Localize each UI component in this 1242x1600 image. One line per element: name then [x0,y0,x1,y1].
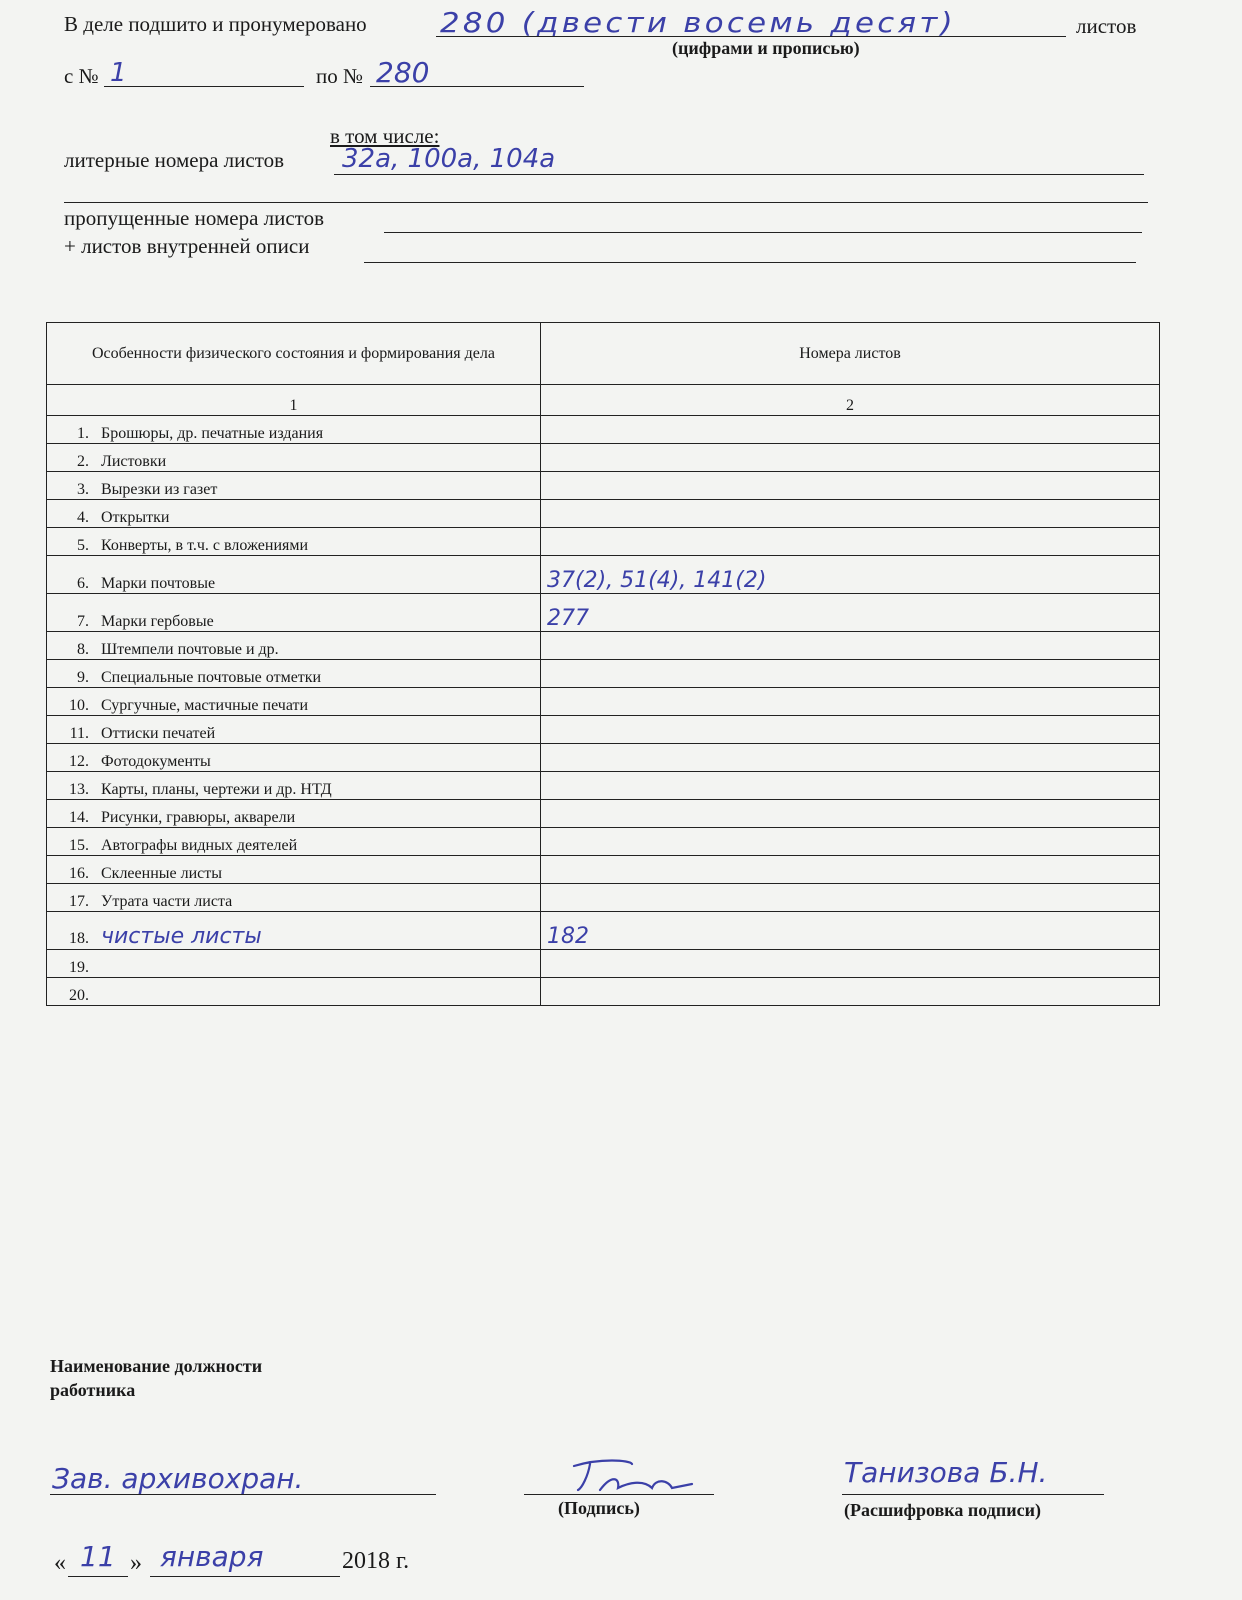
row-label: Открытки [101,508,170,526]
filed-pages-label [64,12,367,37]
row-sheet-numbers [541,716,1160,744]
col1-header: Особенности физического состояния и формирования дела [47,323,541,385]
table-row [47,744,1160,772]
table-row [47,594,1160,632]
row-sheet-numbers-value: 277 [547,606,589,632]
decode-line [842,1494,1104,1495]
row-sheet-numbers [541,688,1160,716]
inner-inventory-label: + листов внутренней описи [64,234,310,258]
table-row [47,443,1160,471]
row-label: Конверты, в т.ч. с вложениями [101,536,309,554]
table-row [47,772,1160,800]
row-sheet-numbers [541,911,1160,949]
from-label: с № [64,64,99,88]
row-label-cell [47,883,541,911]
row-number: 3. [77,480,89,498]
date-day-line [68,1576,128,1577]
row-label-cell [47,471,541,499]
table-row [47,950,1160,978]
from-line [104,86,304,87]
missing-numbers-label: пропущенные номера листов [64,206,324,230]
letter-numbers-line [334,174,1144,175]
row-label-cell [47,594,541,632]
table-row [47,632,1160,660]
row-label-cell [47,950,541,978]
filed-pages-hint: (цифрами и прописью) [672,38,860,58]
row-sheet-numbers [541,632,1160,660]
row-number: 7. [77,613,89,631]
row-label-cell [47,827,541,855]
row-number: 18. [69,930,89,948]
row-label: Брошюры, др. печатные издания [101,424,324,442]
missing-numbers-line [384,232,1142,233]
row-label: Марки почтовые [101,575,216,593]
table-row [47,855,1160,883]
row-label-cell [47,632,541,660]
row-number: 6. [77,575,89,593]
row-sheet-numbers [541,978,1160,1006]
table-row [47,499,1160,527]
row-number: 10. [69,697,89,715]
position-value: Зав. архивохран. [52,1462,304,1495]
row-sheet-numbers [541,416,1160,444]
row-label: Оттиски печатей [101,725,216,743]
table-row [47,911,1160,949]
table-row [47,527,1160,555]
row-number: 2. [77,452,89,470]
decode-hint: (Расшифровка подписи) [844,1500,1041,1520]
filed-pages-handwritten: 280 (двести восемь десят) [440,6,956,39]
row-sheet-numbers [541,950,1160,978]
to-label: по № [316,64,364,88]
row-label-cell [47,772,541,800]
row-sheet-numbers-value: 37(2), 51(4), 141(2) [547,568,767,594]
filed-pages-suffix: листов [1076,14,1137,38]
row-sheet-numbers-value: 182 [547,924,589,950]
table-row [47,978,1160,1006]
row-label-cell [47,911,541,949]
row-label: Карты, планы, чертежи и др. НТД [101,780,332,798]
date-month: января [160,1540,264,1573]
row-number: 13. [69,780,89,798]
row-number: 12. [69,753,89,771]
row-label-cell [47,855,541,883]
row-label: Склеенные листы [101,864,222,882]
table-row [47,688,1160,716]
row-sheet-numbers [541,855,1160,883]
row-label: Листовки [101,452,167,470]
from-value: 1 [110,58,127,88]
row-label: Автографы видных деятелей [101,836,298,854]
row-sheet-numbers [541,594,1160,632]
row-number: 4. [77,508,89,526]
date-year: 2018 г. [342,1548,410,1574]
table-row [47,799,1160,827]
signature-line [524,1494,714,1495]
row-sheet-numbers [541,883,1160,911]
inner-inventory-line [364,262,1136,263]
row-label-cell [47,688,541,716]
row-sheet-numbers [541,499,1160,527]
date-day: 11 [80,1540,116,1573]
row-number: 1. [77,424,89,442]
row-number: 15. [69,836,89,854]
row-number: 8. [77,641,89,659]
date-month-line [150,1576,340,1577]
row-number: 16. [69,864,89,882]
table-row [47,883,1160,911]
row-number: 5. [77,536,89,554]
row-label: Фотодокументы [101,753,211,771]
row-sheet-numbers [541,555,1160,593]
table-row [47,660,1160,688]
table-row [47,555,1160,593]
letter-numbers-value: 32а, 100а, 104а [342,144,556,174]
signature-image [560,1454,710,1498]
to-value: 280 [376,56,430,89]
table-row [47,471,1160,499]
row-sheet-numbers [541,772,1160,800]
row-number: 9. [77,669,89,687]
row-sheet-numbers [541,799,1160,827]
row-label: Рисунки, гравюры, акварели [101,808,296,826]
row-label-cell [47,660,541,688]
row-sheet-numbers [541,660,1160,688]
table-row [47,827,1160,855]
row-label: Штемпели почтовые и др. [101,641,279,659]
row-label-cell [47,799,541,827]
col1-number: 1 [47,385,541,416]
col2-header: Номера листов [541,323,1160,385]
row-label: Марки гербовые [101,613,214,631]
filed-prefix: В деле подшито и пронумеровано [64,12,367,36]
letter-numbers-line-2 [64,202,1148,203]
position-line [50,1494,436,1495]
row-label-cell [47,443,541,471]
row-number: 20. [69,987,89,1004]
col2-number: 2 [541,385,1160,416]
date-open: « [54,1550,66,1576]
row-label-cell [47,978,541,1006]
row-number: 17. [69,892,89,910]
row-label-cell [47,416,541,444]
row-sheet-numbers [541,527,1160,555]
row-label: Вырезки из газет [101,480,218,498]
row-sheet-numbers [541,443,1160,471]
signature-hint: (Подпись) [558,1498,640,1518]
decode-value: Танизова Б.Н. [844,1456,1048,1489]
letter-numbers-label: литерные номера листов [64,148,285,172]
row-label: Специальные почтовые отметки [101,669,322,687]
row-number: 19. [69,959,89,976]
date-close: » [130,1550,142,1576]
row-sheet-numbers [541,827,1160,855]
physical-state-table [46,322,1160,1006]
row-label: Сургучные, мастичные печати [101,697,309,715]
row-label-cell [47,744,541,772]
row-label: Утрата части листа [101,892,233,910]
table-row [47,716,1160,744]
row-sheet-numbers [541,471,1160,499]
row-sheet-numbers [541,744,1160,772]
including-label: в том числе: [330,124,440,148]
row-label: чистые листы [101,924,262,950]
row-number: 14. [69,808,89,826]
position-label-2: работника [50,1380,136,1400]
row-number: 11. [69,725,89,743]
position-label-1: Наименование должности [50,1356,263,1376]
row-label-cell [47,527,541,555]
row-label-cell [47,499,541,527]
row-label-cell [47,555,541,593]
table-row [47,416,1160,444]
row-label-cell [47,716,541,744]
